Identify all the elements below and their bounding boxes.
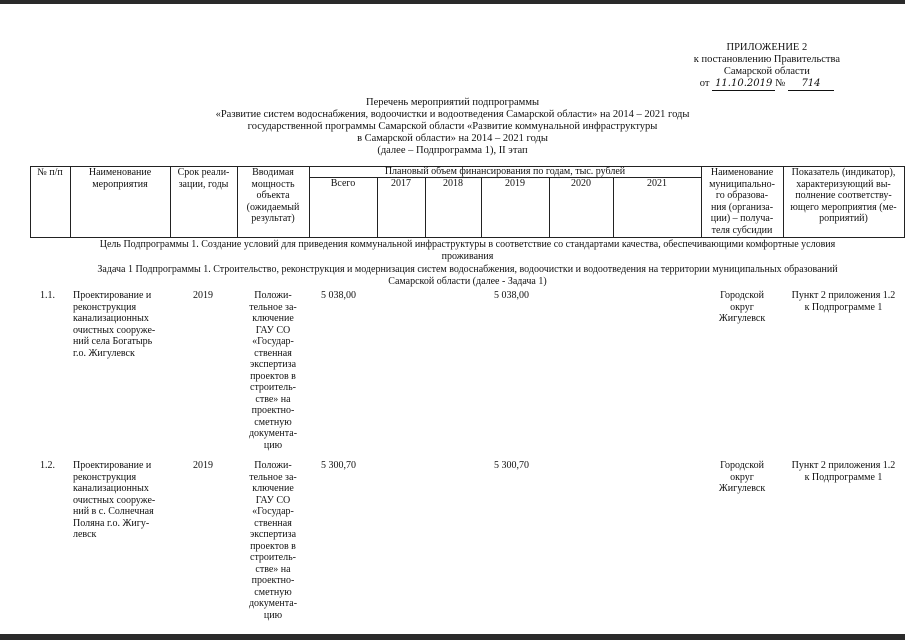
row-result-line: строитель- [250,382,296,393]
bottom-border-bar [0,634,905,640]
goal-line: Цель Подпрограммы 1. Создание условий для приведения коммунальной инфраструктуры в соответствие со стандартами качества, обеспечивающими комфортные условия [99,239,836,250]
subprogram-goal [30,239,905,262]
row-num: 1.2. [40,460,55,471]
header-year-2020: 2020 [571,178,591,189]
row-name [73,460,166,541]
header-municipality-line: муниципально- [709,178,775,190]
row-name-line: очистных сооруже- [73,494,156,506]
row-municipality [701,460,783,495]
task-line: Задача 1 Подпрограммы 1. Строительство, реконструкция и модернизация систем водоснабжения, водоочистки и водоотведения на территории муниципальных образований [97,264,838,275]
header-power-line: (ожидаемый [246,201,300,213]
header-indicator-line: Показатель (индикатор), [791,167,896,178]
row-indicator-line: к Подпрограмме 1 [804,301,883,313]
row-result-line: документа- [248,428,298,439]
row-result-line: экспертиза [249,359,297,370]
header-municipality-line: теля субсидии [711,224,773,236]
row-municipality-line: Городской [720,460,764,471]
document-title [0,97,905,157]
appendix-line-2: к постановлению Правительства [693,54,840,65]
row-result-line: стве» на [255,563,291,575]
appendix-header [694,42,840,91]
row-result-line: строитель- [250,552,296,563]
header-power [237,167,309,225]
row-result-line: «Государ- [252,506,294,517]
header-municipality-line: ния (организа- [710,201,774,213]
header-municipality-line: Наименование [710,167,774,178]
header-municipality-line: го образова- [715,190,769,201]
header-indicator-line: ющего мероприятия (ме- [790,201,897,213]
row-name-line: Проектирование и [73,290,152,301]
row-result-line: сметную [254,416,292,428]
row-name-line: Проектирование и [73,460,152,471]
row-num: 1.1. [40,290,55,301]
header-num: № п/п [37,167,63,178]
row-result-line: проектов в [250,540,296,552]
row-indicator-line: Пункт 2 приложения 1.2 [791,290,896,301]
header-funding: Плановый объем финансирования по годам, тыс. рублей [384,166,626,177]
row-name-line: ний в с. Солнечная [73,506,154,517]
header-power-line: объекта [256,190,290,201]
title-line-1: Перечень мероприятий подпрограммы [365,97,540,108]
row-municipality [701,290,783,325]
appendix-date-line [694,78,840,91]
header-bottom-line [30,237,905,238]
handwritten-number: 714 [788,78,834,91]
header-year-2019: 2019 [505,178,525,189]
row-name-line: Поляна г.о. Жигу- [73,517,150,529]
row-result-line: тельное за- [249,471,297,483]
row-result-line: проектно- [251,405,295,416]
row-term: 2019 [193,460,213,471]
row-name-line: г.о. Жигулевск [73,347,135,359]
row-result-line: ГАУ СО [255,324,291,336]
title-line-4: в Самарской области» на 2014 – 2021 годы [357,133,548,144]
row-total: 5 300,70 [321,460,356,471]
row-year-2019: 5 038,00 [494,290,529,301]
header-name [70,167,170,190]
row-result-line: ключение [252,313,294,324]
row-municipality-line: округ [730,471,754,483]
row-result-line: тельное за- [249,301,297,313]
row-indicator [783,460,904,483]
row-result-line: проектов в [250,370,296,382]
header-indicator-line: полнение соответству- [795,190,892,201]
subprogram-task [30,264,905,287]
row-result-line: документа- [248,598,298,609]
task-line: Самарской области (далее - Задача 1) [388,275,547,287]
row-result-line: сметную [254,586,292,598]
row-result-line: ключение [252,483,294,494]
row-result-line: ственная [254,347,292,359]
number-sign: № [775,78,786,89]
row-municipality-line: Жигулевск [718,483,766,494]
row-term: 2019 [193,290,213,301]
row-indicator-line: Пункт 2 приложения 1.2 [791,460,896,471]
header-indicator-line: характеризующий вы- [796,178,891,190]
row-result [237,290,309,451]
row-indicator [783,290,904,313]
row-municipality-line: Жигулевск [718,313,766,324]
header-power-line: мощность [251,178,295,190]
row-municipality-line: округ [730,301,754,313]
goal-line: проживания [441,250,494,262]
top-border-bar [0,0,905,4]
row-total: 5 038,00 [321,290,356,301]
title-line-3: государственной программы Самарской области «Развитие коммунальной инфраструктуры [247,121,658,132]
row-result [237,460,309,621]
header-term-line: Срок реали- [177,167,230,178]
row-result-line: Положи- [254,290,292,301]
row-year-2019: 5 300,70 [494,460,529,471]
row-name-line: левск [73,529,97,540]
row-municipality-line: Городской [720,290,764,301]
handwritten-date: 11.10.2019 [712,78,775,91]
row-result-line: экспертиза [249,529,297,540]
header-power-line: Вводимая [252,167,294,178]
row-name-line: ний села Богатырь [73,336,153,347]
row-name [73,290,166,359]
row-result-line: ГАУ СО [255,494,291,506]
row-result-line: «Государ- [252,336,294,347]
header-year-2017: 2017 [391,178,411,189]
header-term [170,167,237,190]
row-result-line: проектно- [251,575,295,586]
header-name-line: мероприятия [92,178,148,190]
header-indicator-line: роприятий) [819,213,868,224]
appendix-line-3: Самарской области [723,66,810,77]
row-name-line: канализационных [73,313,149,324]
row-result-line: цию [263,439,283,451]
row-name-line: реконструкция [73,471,137,483]
header-year-2021: 2021 [647,178,667,189]
header-term-line: зации, годы [178,178,229,190]
row-result-line: Положи- [254,460,292,471]
row-result-line: цию [263,609,283,621]
header-total: Всего [330,178,356,189]
header-power-line: результат) [251,213,295,224]
header-year-2018: 2018 [443,178,463,189]
title-line-5: (далее – Подпрограмма 1), II этап [377,145,528,156]
row-result-line: ственная [254,517,292,529]
row-result-line: стве» на [255,393,291,405]
appendix-line-1: ПРИЛОЖЕНИЕ 2 [726,42,808,53]
header-indicator [783,167,904,225]
row-indicator-line: к Подпрограмме 1 [804,471,883,483]
header-municipality-line: ции) – получа- [710,213,774,224]
from-prefix: от [699,78,710,89]
row-name-line: очистных сооруже- [73,324,156,336]
header-municipality [701,167,783,236]
row-name-line: реконструкция [73,301,137,313]
title-line-2: «Развитие систем водоснабжения, водоочистки и водоотведения Самарской области» на 2014 – 2021 годы [215,109,690,120]
header-name-line: Наименование [88,167,152,178]
row-name-line: канализационных [73,483,149,494]
